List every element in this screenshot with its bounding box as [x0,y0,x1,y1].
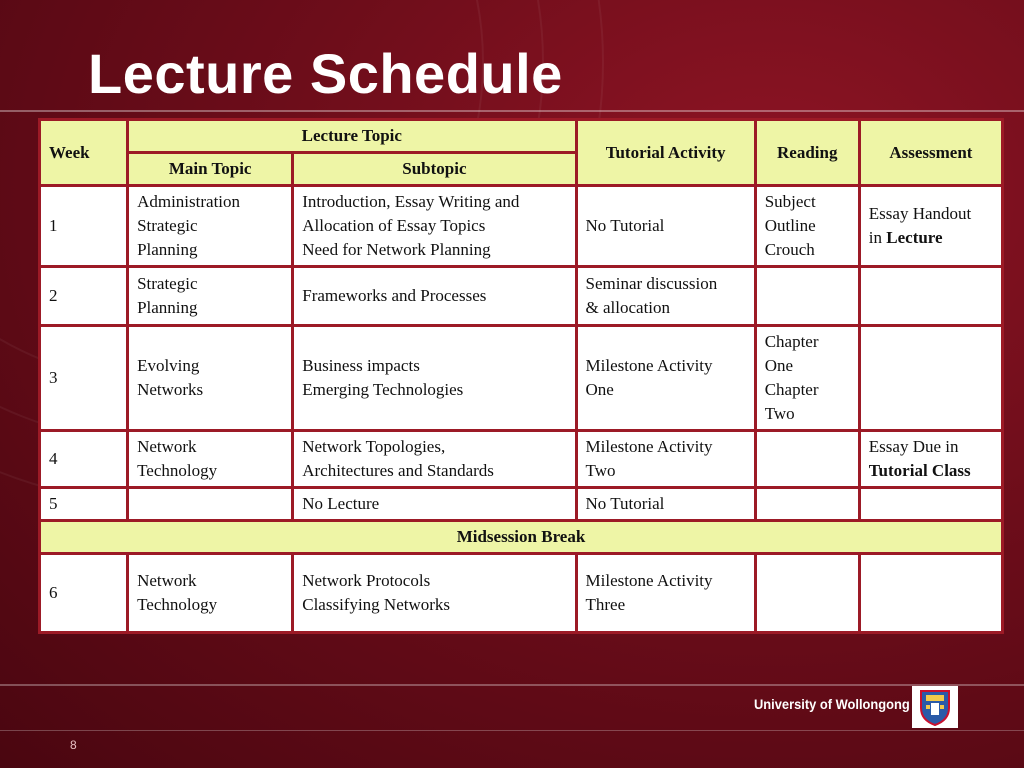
cell-line: Technology [137,595,218,614]
slide-title: Lecture Schedule [88,42,563,105]
header-main-topic: Main Topic [129,154,291,184]
table-row [41,187,1001,265]
header-lecture-topic: Lecture Topic [129,121,574,151]
cell-line: Network Topologies, [302,437,446,456]
tutorial-cell [578,187,754,265]
table-row [41,489,1001,519]
reading-cell [757,327,858,429]
tutorial-cell [578,489,754,519]
cell-line: Administration [137,192,241,211]
assessment-cell [861,489,1001,519]
midsession-break-row [41,522,1001,552]
reading-cell [757,432,858,486]
reading-cell [757,489,858,519]
main-topic-cell [129,489,291,519]
cell-line: Network Protocols [302,571,431,590]
title-divider [0,110,1024,112]
reading-cell [757,555,858,631]
cell-line: Planning [137,298,198,317]
assessment-line: Essay Due in [868,437,959,456]
footer-divider [0,730,1024,731]
subtopic-cell [294,489,574,519]
header-assessment: Assessment [861,121,1001,184]
cell-line: Planning [137,240,198,259]
assessment-line [869,226,993,250]
tutorial-cell [578,432,754,486]
cell-line: Chapter [764,332,819,351]
cell-line: Chapter [764,380,819,399]
assessment-cell [861,555,1001,631]
reading-cell [757,268,858,324]
assessment-emphasis: Tutorial Class [868,461,971,480]
week-cell: 5 [41,489,126,519]
university-crest-icon [912,686,958,728]
main-topic-cell [129,268,291,324]
assessment-line [869,459,993,483]
assessment-cell [861,268,1001,324]
cell-line: Technology [137,461,218,480]
cell-line: Three [585,595,626,614]
subtopic-cell [294,187,574,265]
cell-line: Frameworks and Processes [302,286,487,305]
reading-cell [757,187,858,265]
cell-line: Emerging Technologies [302,380,464,399]
week-cell: 2 [41,268,126,324]
cell-line: Subject [764,192,816,211]
cell-line: No Lecture [302,494,380,513]
cell-line: One [764,356,794,375]
subtopic-cell [294,555,574,631]
cell-line: Seminar discussion [585,274,718,293]
page-number: 8 [70,738,77,752]
subtopic-cell [294,327,574,429]
tutorial-cell [578,268,754,324]
subtopic-cell [294,432,574,486]
cell-line: Strategic [137,216,198,235]
main-topic-cell [129,432,291,486]
cell-line: Evolving [137,356,200,375]
cell-line: Two [585,461,616,480]
table-row [41,327,1001,429]
header-week: Week [41,121,126,184]
cell-line: Network [137,437,197,456]
cell-line: Two [764,404,795,423]
cell-line: Introduction, Essay Writing and [302,192,520,211]
table-row [41,555,1001,631]
week-cell: 1 [41,187,126,265]
assessment-cell [861,187,1001,265]
schedule-table [38,118,1004,634]
cell-line: Crouch [764,240,815,259]
cell-line: No Tutorial [585,494,665,513]
cell-line: Milestone Activity [585,571,713,590]
assessment-emphasis: Lecture [886,228,943,247]
week-cell: 4 [41,432,126,486]
week-cell: 6 [41,555,126,631]
header-subtopic: Subtopic [294,154,574,184]
main-topic-cell [129,555,291,631]
cell-line: Milestone Activity [585,356,713,375]
table-row [41,268,1001,324]
university-name: University of Wollongong [754,696,910,712]
table-header-row [41,121,1001,151]
cell-line: Milestone Activity [585,437,713,456]
tutorial-cell [578,555,754,631]
cell-line: & allocation [585,298,671,317]
cell-line: Classifying Networks [302,595,451,614]
cell-line: Business impacts [302,356,420,375]
assessment-cell [861,327,1001,429]
main-topic-cell [129,187,291,265]
cell-line: Need for Network Planning [302,240,491,259]
table-row [41,432,1001,486]
footer-divider [0,684,1024,686]
cell-line: Strategic [137,274,198,293]
cell-line: Networks [137,380,204,399]
cell-line: Architectures and Standards [302,461,494,480]
cell-line: Allocation of Essay Topics [302,216,486,235]
assessment-prefix: in [868,228,887,247]
schedule-body [41,187,1001,631]
header-reading: Reading [757,121,858,184]
cell-line: Outline [764,216,816,235]
cell-line: No Tutorial [585,216,665,235]
assessment-cell [861,432,1001,486]
cell-line: One [585,380,614,399]
midsession-break-label: Midsession Break [41,522,1001,552]
subtopic-cell [294,268,574,324]
header-tutorial-activity: Tutorial Activity [578,121,754,184]
assessment-line: Essay Handout [868,204,972,223]
week-cell: 3 [41,327,126,429]
tutorial-cell [578,327,754,429]
main-topic-cell [129,327,291,429]
cell-line: Network [137,571,197,590]
